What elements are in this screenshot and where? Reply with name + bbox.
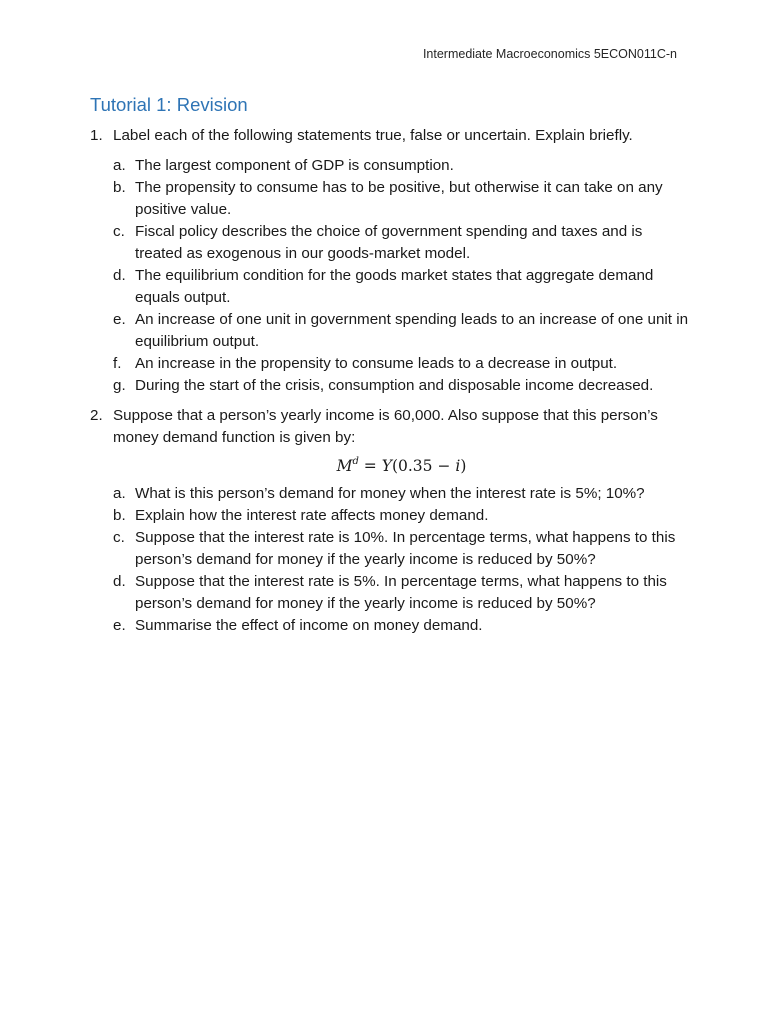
equation-minus: − — [437, 457, 451, 475]
question-1 — [90, 125, 690, 397]
sub-question-letter: a. — [113, 157, 126, 174]
question-2 — [90, 405, 690, 637]
money-demand-equation — [90, 449, 713, 481]
sub-question-list — [113, 483, 690, 637]
sub-question — [113, 309, 690, 353]
question-text: Label each of the following statements true, false or uncertain. Explain briefly. — [113, 127, 633, 144]
sub-question-letter: e. — [113, 311, 126, 328]
equation-income-variable: Y — [381, 457, 392, 475]
sub-question-text: The propensity to consume has to be positive, but otherwise it can take on any positive value. — [135, 179, 663, 218]
question-number: 2. — [90, 407, 103, 424]
sub-question-text: The largest component of GDP is consumption. — [135, 157, 454, 174]
sub-question-text: Suppose that the interest rate is 5%. In percentage terms, what happens to this person’s demand for money if the yearly income is reduced by 50%? — [135, 573, 667, 612]
sub-question — [113, 177, 690, 221]
sub-question-text: Explain how the interest rate affects money demand. — [135, 507, 489, 524]
question-number: 1. — [90, 127, 103, 144]
sub-question-text: During the start of the crisis, consumption and disposable income decreased. — [135, 377, 654, 394]
equation-lhs: M — [336, 457, 353, 475]
sub-question-text: Summarise the effect of income on money demand. — [135, 617, 483, 634]
sub-question — [113, 483, 690, 505]
equation-rate-variable: i — [455, 457, 461, 475]
sub-question-letter: c. — [113, 223, 125, 240]
sub-question — [113, 615, 690, 637]
sub-question-text: Suppose that the interest rate is 10%. In percentage terms, what happens to this person’s demand for money if the yearly income is reduced by 50%? — [135, 529, 676, 568]
equation-lhs-superscript: d — [352, 456, 359, 467]
sub-question — [113, 353, 690, 375]
sub-question-letter: b. — [113, 179, 126, 196]
sub-question — [113, 221, 690, 265]
question-text: Suppose that a person’s yearly income is 60,000. Also suppose that this person’s money demand function is given by: — [113, 407, 658, 446]
sub-question-list — [113, 155, 690, 397]
sub-question-text: What is this person’s demand for money when the interest rate is 5%; 10%? — [135, 485, 645, 502]
question-list — [90, 125, 690, 637]
sub-question — [113, 375, 690, 397]
sub-question-text: An increase in the propensity to consume leads to a decrease in output. — [135, 355, 618, 372]
equation-equals: = — [363, 457, 377, 475]
sub-question-letter: b. — [113, 507, 126, 524]
sub-question-text: Fiscal policy describes the choice of government spending and taxes and is treated as exogenous in our goods-market model. — [135, 223, 643, 262]
equation-close-paren: ) — [460, 457, 467, 475]
sub-question-text: An increase of one unit in government spending leads to an increase of one unit in equilibrium output. — [135, 311, 689, 350]
sub-question-letter: c. — [113, 529, 125, 546]
sub-question-letter: f. — [113, 355, 122, 372]
sub-question — [113, 527, 690, 571]
page-title: Tutorial 1: Revision — [90, 94, 248, 115]
sub-question — [113, 155, 690, 177]
running-header: Intermediate Macroeconomics 5ECON011C-n — [422, 47, 677, 61]
sub-question-letter: d. — [113, 267, 126, 284]
sub-question-letter: a. — [113, 485, 126, 502]
sub-question — [113, 505, 690, 527]
equation-constant: 0.35 — [398, 457, 433, 475]
sub-question-text: The equilibrium condition for the goods market states that aggregate demand equals output. — [135, 267, 654, 306]
equation-open-paren: ( — [391, 457, 399, 475]
sub-question-letter: d. — [113, 573, 126, 590]
sub-question-letter: g. — [113, 377, 126, 394]
sub-question — [113, 265, 690, 309]
sub-question-letter: e. — [113, 617, 126, 634]
sub-question — [113, 571, 690, 615]
